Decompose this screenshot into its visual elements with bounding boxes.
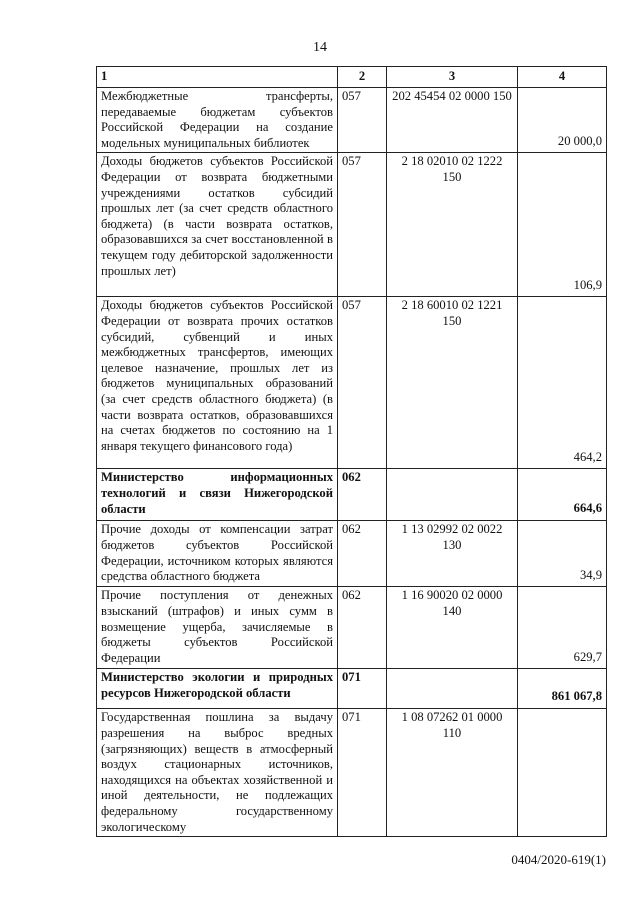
row-name: Доходы бюджетов субъектов Российской Федерации от возврата прочих остатков субсидий, субвенций и иных межбюджетных трансфертов, имеющих целевое назначение, прошлых лет из бюджетов муниципальных образований (за счет средств областного бюджета) (в части возврата остатков, образовавшихся на счетах бюджетов по состоянию на 1 января текущего финансового года)	[97, 297, 338, 469]
row-name: Межбюджетные трансферты, передаваемые бюджетам субъектов Российской Федерации на создание модельных муниципальных библиотек	[97, 88, 338, 153]
row-code: 062	[338, 521, 387, 587]
col-header-1: 1	[97, 67, 338, 88]
row-kbk: 1 08 07262 01 0000 110	[387, 709, 518, 837]
row-kbk: 2 18 02010 02 1222 150	[387, 153, 518, 297]
col-header-3: 3	[387, 67, 518, 88]
ministry-row	[97, 469, 607, 521]
table-row	[97, 521, 607, 587]
row-code: 057	[338, 153, 387, 297]
row-kbk: 1 16 90020 02 0000 140	[387, 587, 518, 669]
table-row	[97, 587, 607, 669]
row-kbk	[387, 669, 518, 709]
row-code: 062	[338, 587, 387, 669]
row-kbk: 2 18 60010 02 1221 150	[387, 297, 518, 469]
row-amount: 20 000,0	[518, 88, 607, 153]
row-kbk	[387, 469, 518, 521]
row-kbk: 1 13 02992 02 0022 130	[387, 521, 518, 587]
table-row	[97, 297, 607, 469]
row-amount: 629,7	[518, 587, 607, 669]
table-row	[97, 88, 607, 153]
row-kbk: 202 45454 02 0000 150	[387, 88, 518, 153]
table-row	[97, 153, 607, 297]
table-body	[97, 88, 607, 837]
row-name: Государственная пошлина за выдачу разрешения на выброс вредных (загрязняющих) веществ в атмосферный воздух стационарных источников, находящихся на объектах хозяйственной и иной деятельности, не подлежащих федеральному государственному экологическому	[97, 709, 338, 837]
col-header-2: 2	[338, 67, 387, 88]
row-name: Министерство информационных технологий и связи Нижегородской области	[97, 469, 338, 521]
row-code: 071	[338, 709, 387, 837]
ministry-row	[97, 669, 607, 709]
row-amount: 34,9	[518, 521, 607, 587]
row-amount	[518, 709, 607, 837]
document-code: 0404/2020-619(1)	[511, 852, 606, 867]
row-amount: 464,2	[518, 297, 607, 469]
revenue-table	[96, 66, 607, 837]
row-code: 057	[338, 88, 387, 153]
row-name: Министерство экологии и природных ресурсов Нижегородской области	[97, 669, 338, 709]
col-header-4: 4	[518, 67, 607, 88]
table-header-row	[97, 67, 607, 88]
table-row	[97, 709, 607, 837]
row-code: 062	[338, 469, 387, 521]
row-code: 071	[338, 669, 387, 709]
row-amount: 106,9	[518, 153, 607, 297]
row-name: Прочие поступления от денежных взысканий (штрафов) и иных сумм в возмещение ущерба, зачисляемые в бюджеты субъектов Российской Федерации	[97, 587, 338, 669]
row-code: 057	[338, 297, 387, 469]
row-name: Доходы бюджетов субъектов Российской Федерации от возврата бюджетными учреждениями остатков субсидий прошлых лет (за счет средств областного бюджета) (в части возврата остатков, образовавшихся за счет восстановленной в текущем году дебиторской задолженности прошлых лет)	[97, 153, 338, 297]
row-name: Прочие доходы от компенсации затрат бюджетов субъектов Российской Федерации, источником которых являются средства областного бюджета	[97, 521, 338, 587]
row-amount: 861 067,8	[518, 669, 607, 709]
page-number: 14	[313, 40, 327, 55]
row-amount: 664,6	[518, 469, 607, 521]
